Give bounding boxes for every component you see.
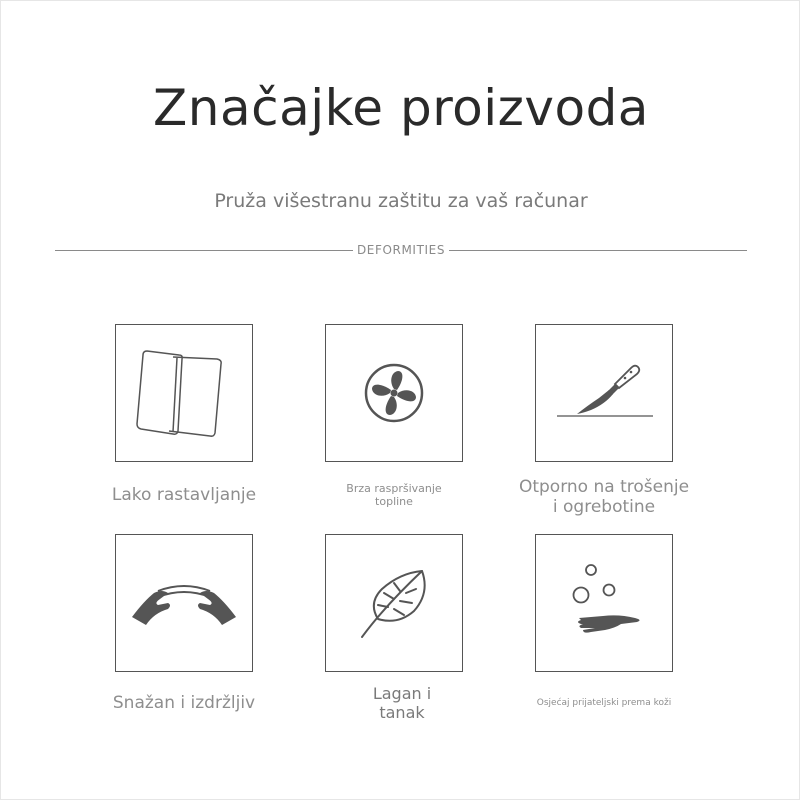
divider-line-left bbox=[55, 250, 353, 251]
feather-icon bbox=[354, 563, 434, 643]
caption-line: tanak bbox=[379, 703, 425, 723]
feature-card-strong-durable bbox=[115, 534, 253, 672]
feature-caption-easy-disassembly: Lako rastavljanje bbox=[111, 485, 257, 505]
feature-card-skin-friendly bbox=[535, 534, 673, 672]
caption-line: Otporno na trošenje bbox=[518, 477, 690, 497]
feature-card-easy-disassembly bbox=[115, 324, 253, 462]
open-case-icon bbox=[129, 343, 239, 443]
feature-caption-scratch-resistant bbox=[505, 477, 703, 518]
feature-card-scratch-resistant bbox=[535, 324, 673, 462]
fan-icon bbox=[359, 358, 429, 428]
feature-card-heat-dissipation bbox=[325, 324, 463, 462]
page-subtitle: Pruža višestranu zaštitu za vaš računar bbox=[214, 190, 588, 212]
feature-caption-heat-dissipation bbox=[325, 482, 463, 508]
divider-label: DEFORMITIES bbox=[356, 243, 446, 257]
knife-icon bbox=[549, 358, 659, 428]
hand-bubbles-icon bbox=[559, 558, 649, 648]
divider-line-right bbox=[449, 250, 747, 251]
feature-card-light-thin bbox=[325, 534, 463, 672]
bending-hands-icon bbox=[128, 573, 240, 633]
caption-line: Brza raspršivanje bbox=[346, 482, 442, 495]
caption-line: Lagan i bbox=[372, 684, 432, 703]
caption-line: topline bbox=[375, 495, 413, 509]
section-divider bbox=[55, 241, 747, 259]
page-title: Značajke proizvoda bbox=[153, 79, 649, 137]
feature-caption-skin-friendly: Osjećaj prijateljski prema koži bbox=[536, 698, 672, 708]
caption-line: i ogrebotine bbox=[552, 497, 656, 518]
feature-caption-strong-durable: Snažan i izdržljiv bbox=[112, 693, 256, 713]
feature-caption-light-thin bbox=[325, 684, 479, 722]
